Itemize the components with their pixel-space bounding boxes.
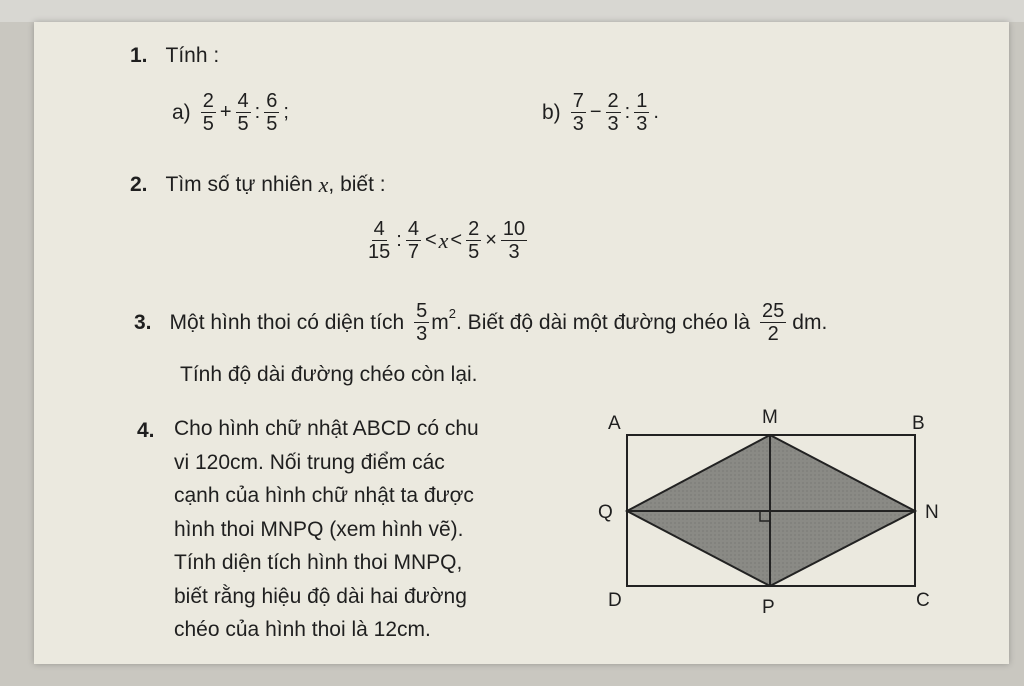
q2-fraction-2: $\frac{4}{7}$ [407,218,419,263]
q1b-fraction-3: $\frac{1}{3}$ [636,90,648,135]
q1a-fraction-1: $\frac{2}{5}$ [202,90,214,135]
q1a-fraction-2: $\frac{4}{5}$ [237,90,249,135]
q2-number: 2. [130,173,148,196]
q2-less-than-2: < [450,229,463,251]
q2-fraction-1: $\frac{4}{15}$ [368,218,391,263]
label-m: M [762,407,778,428]
q2-fraction-4: $\frac{10}{3}$ [502,218,526,263]
rectangle-rhombus-figure [594,406,984,621]
q1b-label: b) [542,100,561,124]
q2-text-after: , biết : [328,173,386,196]
q4-line: cạnh của hình chữ nhật ta được [174,484,474,507]
q1-part-a [172,90,291,135]
q4-paragraph [174,412,479,647]
q1-text: Tính : [165,44,220,67]
q1a-end: ; [283,101,289,123]
q3-text-2: . Biết độ dài một đường chéo là [456,310,751,334]
q2-inequality [364,218,529,263]
q1b-fraction-1: $\frac{7}{3}$ [572,90,584,135]
q4-line: Tính diện tích hình thoi MNPQ, [174,551,463,574]
label-b: B [912,413,925,434]
label-p: P [762,597,775,618]
q2-op-1: : [396,229,402,251]
q2-x: x [438,227,449,253]
q3-line-1 [134,300,827,345]
q1a-label: a) [172,100,191,124]
textbook-page [34,22,1009,664]
q1b-fraction-2: $\frac{2}{3}$ [607,90,619,135]
top-background [0,0,1024,22]
q4-line: biết rằng hiệu độ dài hai đường [174,584,467,608]
q1-number: 1. [130,44,148,67]
label-a: A [608,413,621,434]
q2-less-than-1: < [424,229,437,251]
q4-line: chéo của hình thoi là 12cm. [174,618,431,641]
q1a-op-1: + [219,101,232,123]
q2-op-2: × [485,229,497,251]
q1-header [130,44,219,68]
q2-header [130,172,386,198]
label-d: D [608,590,622,611]
q4-line: Cho hình chữ nhật ABCD có chu [174,417,479,440]
q1b-op-1: − [589,101,602,123]
label-q: Q [598,502,613,523]
q3-number: 3. [134,310,152,334]
q3-unit-dm: dm. [792,310,828,334]
q3-diagonal-fraction: $\frac{25}{2}$ [762,300,785,345]
q4-line: hình thoi MNPQ (xem hình vẽ). [174,517,464,541]
q1a-fraction-3: $\frac{6}{5}$ [266,90,278,135]
label-n: N [925,502,939,523]
q3-superscript: 2 [448,306,457,321]
q1a-op-2: : [254,101,261,123]
q3-text-1: Một hình thoi có diện tích [169,310,405,334]
q1b-op-2: : [624,101,631,123]
q2-fraction-3: $\frac{2}{5}$ [468,218,480,263]
q2-variable: x [318,172,329,197]
q1b-end: . [653,101,659,123]
q3-area-fraction: $\frac{5}{3}$ [416,300,428,345]
q4-line: vi 120cm. Nối trung điểm các [174,450,445,474]
q2-text-before: Tìm số tự nhiên [165,173,313,196]
q1-part-b [542,90,661,135]
label-c: C [916,590,930,611]
q3-unit-m: m [431,310,449,334]
q3-line-2: Tính độ dài đường chéo còn lại. [180,363,478,386]
q4-number: 4. [137,419,155,442]
